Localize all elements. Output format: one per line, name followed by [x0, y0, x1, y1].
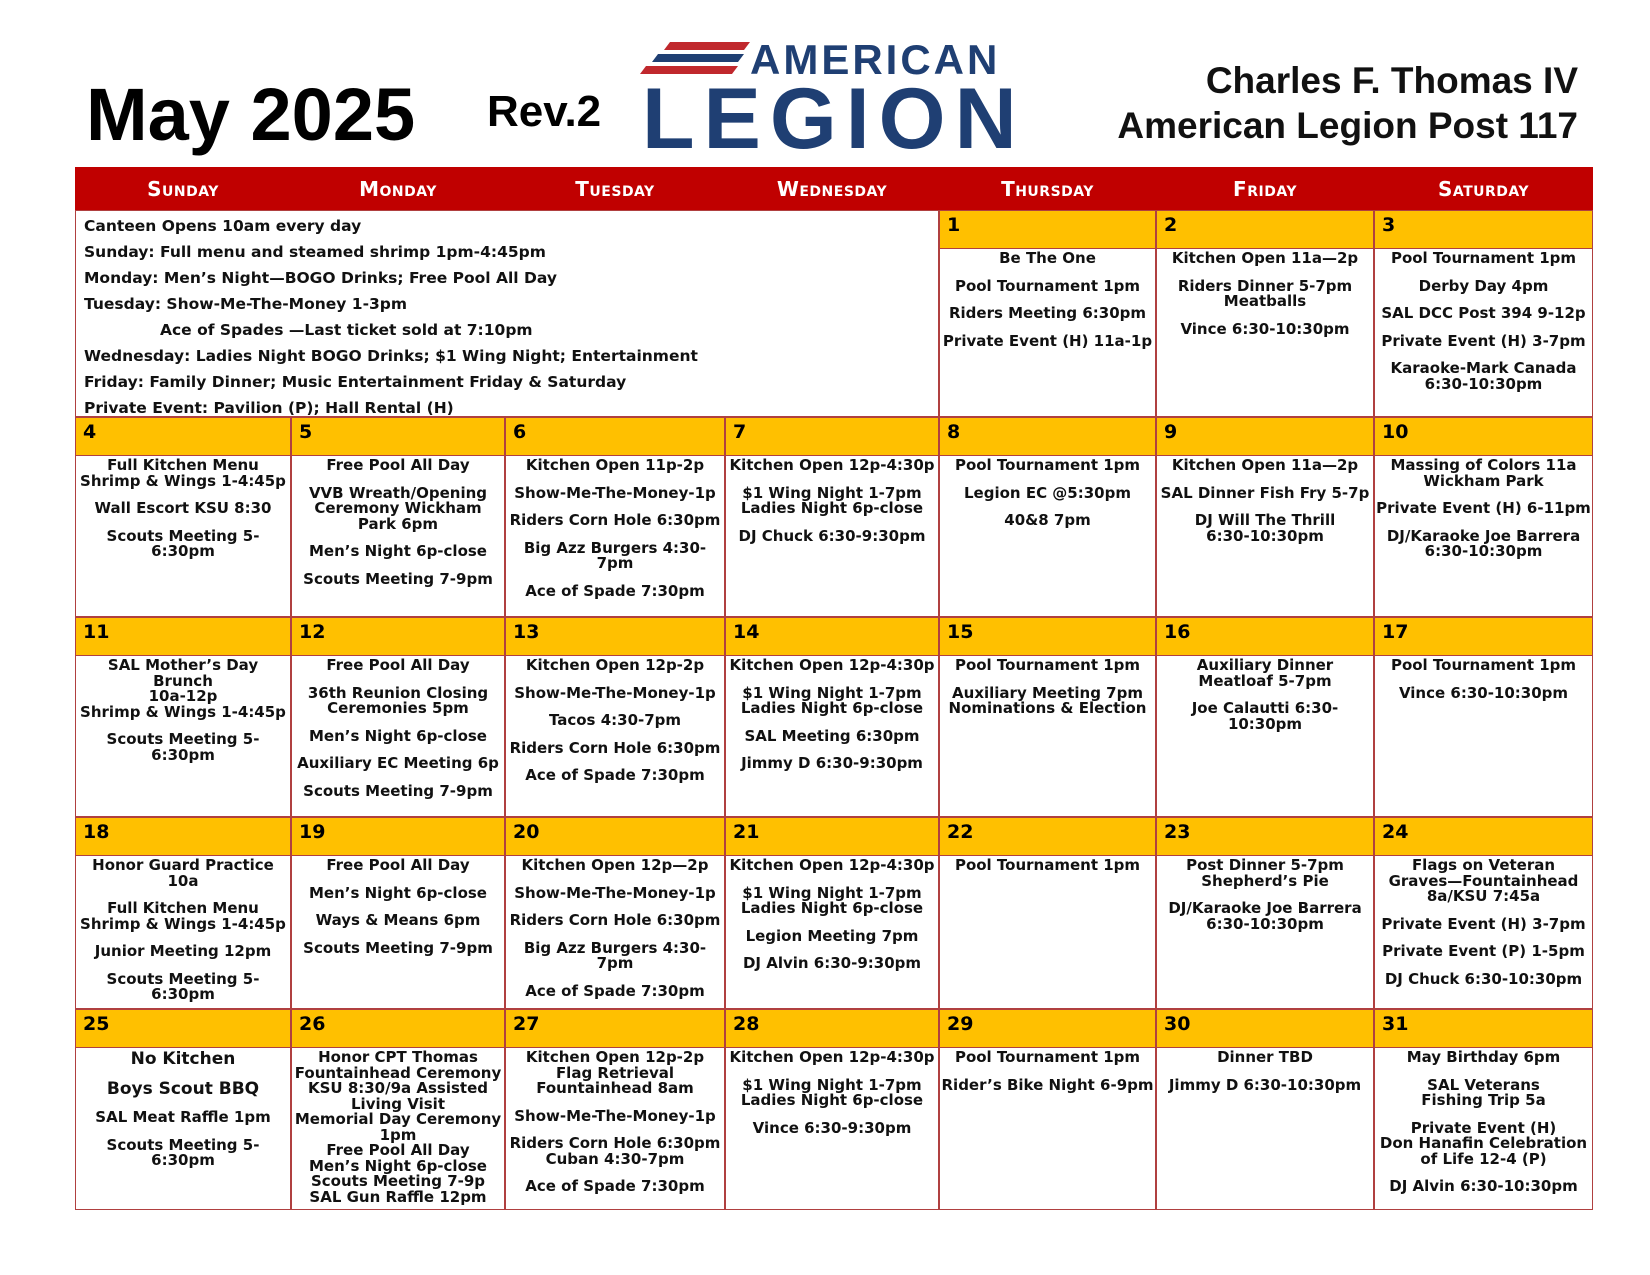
- date-number: 8: [940, 418, 1155, 456]
- event-list: [726, 1048, 938, 1209]
- date-number: 26: [292, 1010, 504, 1048]
- date-number: 9: [1157, 418, 1373, 456]
- event-item: SAL Meat Raffle 1pm: [95, 1108, 271, 1126]
- note-line: Canteen Opens 10am every day: [84, 217, 362, 235]
- event-item: Kitchen Open 11a—2p: [1171, 249, 1359, 267]
- event-item: Ace of Spade 7:30pm: [525, 766, 705, 784]
- note-line: Private Event: Pavilion (P); Hall Rental (H): [84, 399, 454, 417]
- event-item: Show-Me-The-Money-1p: [514, 883, 716, 902]
- event-item: SAL Mother’s Day Brunch 10a-12p Shrimp & Wings 1-4:45p: [80, 656, 286, 721]
- event-list: [506, 656, 724, 816]
- event-item: Big Azz Burgers 4:30-7pm: [523, 538, 707, 572]
- event-item: Jimmy D 6:30-9:30pm: [741, 754, 923, 772]
- event-list: [506, 856, 724, 1008]
- event-list: [292, 856, 504, 1008]
- event-item: Auxiliary Dinner Meatloaf 5-7pm: [1196, 656, 1334, 690]
- event-item: Kitchen Open 12p-4:30p: [729, 456, 935, 474]
- event-item: $1 Wing Night 1-7pm Ladies Night 6p-close: [740, 1075, 924, 1109]
- event-item: VVB Wreath/Opening Ceremony Wickham Park 6pm: [308, 483, 488, 533]
- day-cell: [1156, 817, 1374, 1009]
- event-item: DJ Chuck 6:30-9:30pm: [738, 526, 926, 545]
- day-cell: [75, 617, 291, 817]
- event-item: Private Event (H) 3-7pm: [1381, 914, 1586, 933]
- event-item: Show-Me-The-Money-1p: [514, 1106, 716, 1125]
- event-item: Full Kitchen Menu Shrimp & Wings 1-4:45p: [80, 456, 286, 490]
- day-cell: [505, 617, 725, 817]
- event-list: [1157, 1048, 1373, 1209]
- event-list: [76, 856, 290, 1008]
- event-item: SAL Dinner Fish Fry 5-7p: [1160, 483, 1370, 502]
- note-line: Wednesday: Ladies Night BOGO Drinks; $1 Wing Night; Entertainment: [84, 347, 698, 365]
- event-item: Riders Corn Hole 6:30pm Cuban 4:30-7pm: [509, 1134, 721, 1168]
- event-list: [1375, 856, 1592, 1008]
- date-number: 19: [292, 818, 504, 856]
- event-item: Vince 6:30-9:30pm: [752, 1118, 912, 1137]
- date-number: 22: [940, 818, 1155, 856]
- event-item: Free Pool All Day: [326, 856, 470, 874]
- american-legion-logo: [640, 38, 1030, 153]
- event-item: Riders Dinner 5-7pm Meatballs: [1177, 276, 1353, 310]
- event-item: Riders Meeting 6:30pm: [948, 304, 1147, 322]
- event-item: Ways & Means 6pm: [315, 911, 481, 929]
- event-item: Kitchen Open 11a—2p: [1171, 456, 1359, 474]
- event-item: Wall Escort KSU 8:30: [94, 499, 272, 517]
- event-item: Kitchen Open 12p-2p: [525, 656, 705, 674]
- note-line: Friday: Family Dinner; Music Entertainment Friday & Saturday: [84, 373, 627, 391]
- event-item: $1 Wing Night 1-7pm Ladies Night 6p-close: [740, 483, 924, 517]
- event-list: [76, 1048, 290, 1209]
- event-item: Flags on Veteran Graves—Fountainhead 8a/KSU 7:45a: [1388, 856, 1579, 905]
- post-line-1: Charles F. Thomas IV: [1205, 60, 1578, 101]
- date-number: 6: [506, 418, 724, 456]
- event-item: Ace of Spade 7:30pm: [525, 581, 705, 600]
- post-line-2: American Legion Post 117: [1117, 105, 1578, 146]
- day-cell: [725, 817, 939, 1009]
- event-item: $1 Wing Night 1-7pm Ladies Night 6p-close: [740, 883, 924, 917]
- day-header-friday: Friday: [1156, 167, 1374, 210]
- day-header-monday: Monday: [291, 167, 505, 210]
- day-header-wednesday: Wednesday: [725, 167, 939, 210]
- date-number: 29: [940, 1010, 1155, 1048]
- event-item: DJ/Karaoke Joe Barrera 6:30-10:30pm: [1386, 526, 1581, 560]
- event-list: [940, 456, 1155, 616]
- event-list: [940, 1048, 1155, 1209]
- event-item: Scouts Meeting 5-6:30pm: [106, 1135, 260, 1169]
- day-cell: [725, 417, 939, 617]
- date-number: 18: [76, 818, 290, 856]
- event-list: [940, 856, 1155, 1008]
- event-item: Auxiliary EC Meeting 6p: [297, 754, 499, 772]
- date-number: 2: [1157, 211, 1373, 249]
- event-item: Junior Meeting 12pm: [94, 942, 272, 960]
- day-cell: [1156, 617, 1374, 817]
- event-item: Riders Corn Hole 6:30pm: [509, 738, 721, 757]
- day-cell: [505, 817, 725, 1009]
- event-item: Show-Me-The-Money-1p: [514, 683, 716, 702]
- day-cell: [939, 417, 1156, 617]
- date-number: 16: [1157, 618, 1373, 656]
- event-item: Men’s Night 6p-close: [309, 883, 487, 902]
- event-item: Private Event (H) Don Hanafin Celebration of Life 12-4 (P): [1379, 1118, 1588, 1168]
- date-number: 30: [1157, 1010, 1373, 1048]
- event-item: Show-Me-The-Money-1p: [514, 483, 716, 502]
- event-item: SAL Meeting 6:30pm: [744, 726, 920, 745]
- event-item: Pool Tournament 1pm: [1390, 249, 1577, 267]
- event-item: SAL DCC Post 394 9-12p: [1381, 304, 1586, 322]
- event-list: [292, 1048, 504, 1209]
- event-item: Pool Tournament 1pm: [954, 276, 1141, 295]
- event-list: [1157, 456, 1373, 616]
- event-item: DJ Chuck 6:30-10:30pm: [1384, 969, 1583, 988]
- event-list: [1157, 856, 1373, 1008]
- event-item: Scouts Meeting 5-6:30pm: [106, 526, 260, 560]
- month-title: May 2025: [86, 73, 416, 156]
- day-cell: [725, 1009, 939, 1210]
- event-item: Scouts Meeting 5-6:30pm: [106, 969, 260, 1003]
- event-item: Ace of Spade 7:30pm: [525, 1177, 705, 1195]
- day-cell: [1156, 417, 1374, 617]
- event-list: [506, 1048, 724, 1209]
- event-item: Be The One: [999, 249, 1096, 267]
- note-line: Ace of Spades —Last ticket sold at 7:10pm: [160, 321, 533, 339]
- date-number: 20: [506, 818, 724, 856]
- event-list: [726, 456, 938, 616]
- date-number: 12: [292, 618, 504, 656]
- day-cell: [725, 617, 939, 817]
- day-cell: [1374, 210, 1593, 417]
- event-item: Pool Tournament 1pm: [954, 856, 1141, 874]
- event-item: Pool Tournament 1pm: [954, 1048, 1141, 1066]
- date-number: 10: [1375, 418, 1592, 456]
- event-item: Private Event (H) 11a-1p: [942, 331, 1153, 350]
- day-cell: [1156, 210, 1374, 417]
- event-item: Vince 6:30-10:30pm: [1398, 683, 1569, 702]
- event-item: DJ Alvin 6:30-9:30pm: [742, 954, 922, 972]
- event-item: Men’s Night 6p-close: [309, 726, 487, 745]
- event-item: Legion EC @5:30pm: [964, 483, 1131, 502]
- day-cell: [1156, 1009, 1374, 1210]
- note-line: Sunday: Full menu and steamed shrimp 1pm-4:45pm: [84, 243, 546, 261]
- event-item: Rider’s Bike Night 6-9pm: [941, 1075, 1154, 1094]
- day-cell: [505, 417, 725, 617]
- day-cell: [1374, 617, 1593, 817]
- day-cell: [939, 1009, 1156, 1210]
- date-number: 1: [940, 211, 1155, 249]
- date-number: 7: [726, 418, 938, 456]
- note-line: Monday: Men’s Night—BOGO Drinks; Free Pool All Day: [84, 269, 557, 287]
- event-list: [506, 456, 724, 616]
- date-number: 21: [726, 818, 938, 856]
- day-cell: [1374, 817, 1593, 1009]
- event-item: Scouts Meeting 7-9pm: [303, 781, 493, 800]
- day-cell: [505, 1009, 725, 1210]
- date-number: 27: [506, 1010, 724, 1048]
- day-cell: [1374, 417, 1593, 617]
- day-cell: [291, 617, 505, 817]
- event-item: 40&8 7pm: [1004, 511, 1091, 529]
- event-item: Private Event (P) 1-5pm: [1382, 942, 1585, 960]
- day-cell: [939, 817, 1156, 1009]
- date-number: 25: [76, 1010, 290, 1048]
- event-item: DJ Will The Thrill 6:30-10:30pm: [1194, 511, 1336, 545]
- day-header-tuesday: Tuesday: [505, 167, 725, 210]
- event-item: DJ/Karaoke Joe Barrera 6:30-10:30pm: [1168, 899, 1362, 933]
- event-item: Derby Day 4pm: [1418, 276, 1549, 295]
- event-item: Kitchen Open 12p-4:30p: [729, 856, 935, 874]
- date-number: 13: [506, 618, 724, 656]
- date-number: 3: [1375, 211, 1592, 249]
- day-cell: [75, 1009, 291, 1210]
- event-item: Honor CPT Thomas Fountainhead Ceremony KSU 8:30/9a Assisted Living Visit Memorial Day Ceremony 1pm Free Pool All Day Men’s Night 6p-close Scouts Meeting 7-9p SAL Gun Raffle 12pm: [294, 1048, 502, 1206]
- event-item: Karaoke-Mark Canada 6:30-10:30pm: [1390, 359, 1577, 393]
- event-item: Private Event (H) 6-11pm: [1376, 499, 1591, 517]
- event-item: Auxiliary Meeting 7pm Nominations & Election: [948, 683, 1147, 717]
- event-list: [1375, 656, 1592, 816]
- event-list: [292, 456, 504, 616]
- event-item: Private Event (H) 3-7pm: [1381, 331, 1586, 350]
- event-item: Legion Meeting 7pm: [745, 926, 919, 945]
- logo-text-american: AMERICAN: [750, 38, 1001, 83]
- date-number: 24: [1375, 818, 1592, 856]
- day-cell: [1374, 1009, 1593, 1210]
- date-number: 4: [76, 418, 290, 456]
- event-item: Riders Corn Hole 6:30pm: [509, 911, 721, 929]
- date-number: 5: [292, 418, 504, 456]
- day-cell: [291, 417, 505, 617]
- event-item: Pool Tournament 1pm: [1390, 656, 1577, 674]
- note-line: Tuesday: Show-Me-The-Money 1-3pm: [84, 295, 408, 313]
- day-header-sunday: Sunday: [75, 167, 291, 210]
- event-list: [1157, 249, 1373, 416]
- event-item: Pool Tournament 1pm: [954, 656, 1141, 674]
- event-item: Kitchen Open 12p-2p Flag Retrieval Fountainhead 8am: [525, 1048, 705, 1097]
- event-list: [726, 856, 938, 1008]
- event-item: Jimmy D 6:30-10:30pm: [1168, 1075, 1362, 1094]
- date-number: 23: [1157, 818, 1373, 856]
- event-item: Kitchen Open 12p-4:30p: [729, 1048, 935, 1066]
- event-item: Post Dinner 5-7pm Shepherd’s Pie: [1186, 856, 1344, 890]
- event-list: [292, 656, 504, 816]
- date-number: 17: [1375, 618, 1592, 656]
- event-item: Ace of Spade 7:30pm: [525, 981, 705, 1000]
- calendar-grid: [75, 167, 1593, 1210]
- event-item: Scouts Meeting 5-6:30pm: [106, 730, 260, 764]
- date-number: 28: [726, 1010, 938, 1048]
- day-cell: [75, 817, 291, 1009]
- day-header-thursday: Thursday: [939, 167, 1156, 210]
- event-list: [76, 456, 290, 616]
- day-cell: [939, 617, 1156, 817]
- event-list: [76, 656, 290, 816]
- event-item: Men’s Night 6p-close: [309, 542, 487, 560]
- day-cell: [75, 417, 291, 617]
- event-item: Free Pool All Day: [326, 456, 470, 474]
- event-item: Honor Guard Practice 10a: [92, 856, 274, 890]
- post-name: [1117, 58, 1578, 148]
- event-item: Boys Scout BBQ: [106, 1079, 260, 1099]
- event-item: 36th Reunion Closing Ceremonies 5pm: [307, 683, 489, 717]
- event-item: Scouts Meeting 7-9pm: [303, 569, 493, 588]
- day-cell: [939, 210, 1156, 417]
- event-list: [1375, 249, 1592, 416]
- event-item: Big Azz Burgers 4:30-7pm: [523, 938, 707, 972]
- event-item: Kitchen Open 12p-4:30p: [729, 656, 935, 674]
- day-header-saturday: Saturday: [1374, 167, 1593, 210]
- event-item: Joe Calautti 6:30-10:30pm: [1191, 699, 1339, 733]
- general-notes: [75, 210, 939, 417]
- event-item: May Birthday 6pm: [1406, 1048, 1561, 1066]
- event-list: [726, 656, 938, 816]
- day-cell: [291, 817, 505, 1009]
- event-item: No Kitchen: [130, 1049, 236, 1069]
- event-item: Massing of Colors 11a Wickham Park: [1390, 456, 1577, 490]
- event-item: Free Pool All Day: [326, 656, 470, 674]
- revision-label: Rev.2: [487, 87, 602, 136]
- date-number: 15: [940, 618, 1155, 656]
- event-item: SAL Veterans Fishing Trip 5a: [1421, 1075, 1546, 1109]
- date-number: 14: [726, 618, 938, 656]
- event-list: [940, 656, 1155, 816]
- day-cell: [291, 1009, 505, 1210]
- event-list: [1375, 456, 1592, 616]
- date-number: 31: [1375, 1010, 1592, 1048]
- event-item: Full Kitchen Menu Shrimp & Wings 1-4:45p: [80, 899, 286, 933]
- event-list: [1157, 656, 1373, 816]
- event-item: Kitchen Open 11p-2p: [525, 456, 705, 474]
- event-item: Scouts Meeting 7-9pm: [303, 938, 493, 957]
- event-item: Kitchen Open 12p—2p: [521, 856, 709, 874]
- event-item: Riders Corn Hole 6:30pm: [509, 511, 721, 529]
- logo-text-legion: LEGION: [642, 71, 1026, 153]
- event-list: [1375, 1048, 1592, 1209]
- event-list: [940, 249, 1155, 416]
- event-item: DJ Alvin 6:30-10:30pm: [1389, 1177, 1578, 1195]
- event-item: Dinner TBD: [1217, 1048, 1313, 1066]
- event-item: Tacos 4:30-7pm: [548, 711, 682, 729]
- date-number: 11: [76, 618, 290, 656]
- flag-stripes-icon: [640, 42, 750, 74]
- event-item: Pool Tournament 1pm: [954, 456, 1141, 474]
- event-item: Vince 6:30-10:30pm: [1180, 319, 1350, 338]
- event-item: $1 Wing Night 1-7pm Ladies Night 6p-close: [740, 683, 924, 717]
